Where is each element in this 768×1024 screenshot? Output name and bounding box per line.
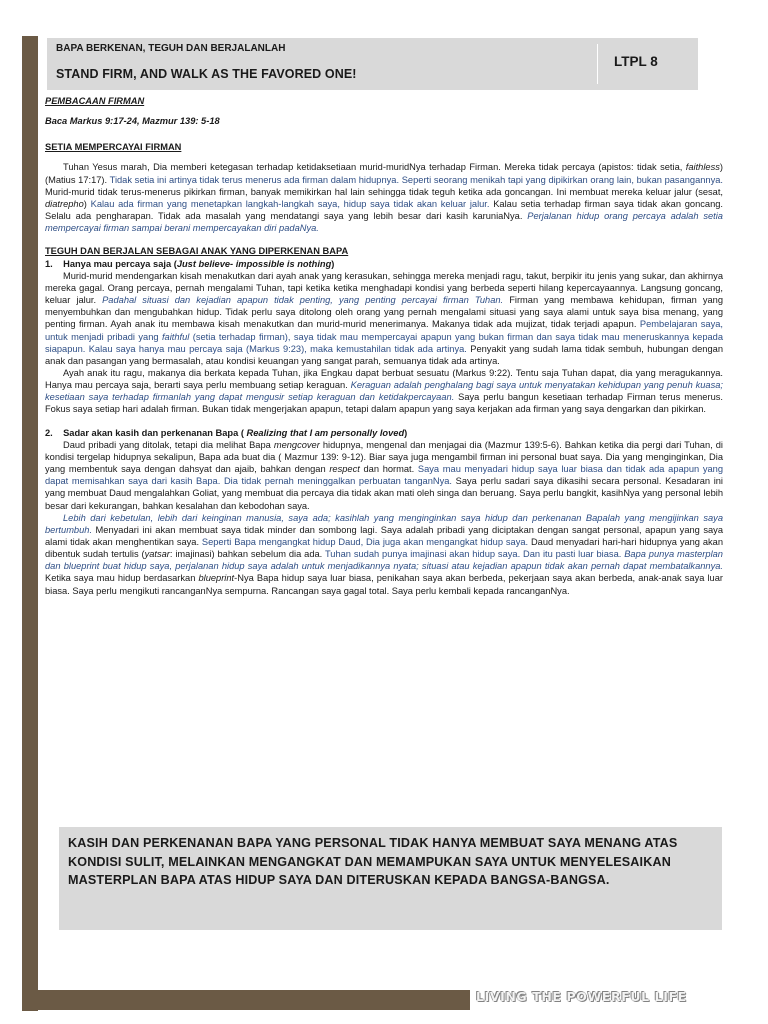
body-text: Menyadari ini akan membuat saya tidak minder dan sombong lagi. Saya adalah pribadi yang diciptakan dengan sangat personal, apapun yang saya alami tidak akan menghentikan saya. [45, 524, 723, 547]
point-2-paragraph-1 [45, 439, 723, 512]
point-2-title-end: ) [404, 427, 408, 438]
emphasis-text: Saya mau menyadari hidup saya luar biasa dan tidak ada apapun yang dapat memisahkan saya dari kasih Bapa. Dia tidak pernah meninggalkan perbuatan tanganNya. [45, 464, 724, 487]
body-text: Tuhan Yesus marah, Dia memberi ketegasan terhadap ketidaksetiaan murid-muridNya terhadap Firman. Mereka tidak percaya (apistos: tidak setia, [63, 162, 686, 173]
point-1-paragraph-2 [45, 367, 723, 416]
point-1-title-italic: Just believe- impossible is nothing [176, 258, 332, 269]
point-1-title: Hanya mau percaya saja ( [63, 258, 177, 269]
body-text: ) [83, 198, 91, 209]
point-1-paragraph-1 [45, 270, 723, 367]
bottom-accent-bar [22, 990, 470, 1010]
header-subtitle: BAPA BERKENAN, TEGUH DAN BERJALANLAH [56, 43, 286, 54]
footer-tagline: LIVING THE POWERFUL LIFE [476, 989, 687, 1004]
body-text: Ketika saya mau hidup berdasarkan [45, 573, 199, 584]
italic-term: faithless [685, 162, 720, 173]
emphasis-text-italic: Lebih dari kebetulan, lebih dari keinginan manusia, saya ada; kasihlah yang menginginkan saya hidup dan perkenanan Bapalah yang mengijinkan saya bertumbuh. [45, 512, 723, 535]
point-1-heading [45, 258, 723, 270]
emphasis-text-italic: Perjalanan hidup orang percaya adalah setia mempercayai firman sampai berani mempercayakan diri padaNya. [45, 211, 723, 234]
emphasis-text: Tidak setia ini artinya tidak terus menerus ada firman dalam hidupnya. Seperti seorang menikah tapi yang dipikirkan orang lain, bukan pasangannya. [109, 174, 723, 185]
header-title: STAND FIRM, AND WALK AS THE FAVORED ONE! [56, 67, 357, 81]
body-text: Ayah anak itu ragu, makanya dia berkata kepada Tuhan, jika Engkau dapat berbuat sesuatu (Markus 9:22). Tentu saja Tuhan dapat, dia yang meragukannya. Hanya mau percaya saja, berarti saya perlu membuang setiap keraguan. [45, 367, 723, 391]
body-text: Firman yang membawa kehidupan, firman yang menyembuhkan dan mengubahkan hidup. Tidak perlu saya ditolong oleh orang yang pernah mengalami situasi yang saya alami untuk saya bisa menang, yang penting firman. Ayah anak itu membawa kisah menakutkan dan murid-murid menerimanya. Makanya tidak ada mujizat, tidak terjadi apapun. [45, 295, 724, 330]
reading-heading: PEMBACAAN FIRMAN [45, 96, 145, 106]
emphasis-text: Seperti Bapa mengangkat hidup Daud, Dia juga akan mengangkat hidup saya. [201, 537, 529, 547]
body-text: Saya perlu sadari saya dikasihi secara personal. Kesadaran ini yang membuat Daud mengalahkan Goliat, yang membuat dia percaya dia tidak akan mati oleh singa dan beruang. Saya perlu bangkit, kasihNya yang personal lebih besar dari kekurangan, bahkan kesalahan dan kebodohan saya. [45, 476, 723, 511]
summary-callout-text: KASIH DAN PERKENANAN BAPA YANG PERSONAL TIDAK HANYA MEMBUAT SAYA MENANG ATAS KONDISI SULIT, MELAINKAN MENGANGKAT DAN MEMAMPUKAN SAYA UNTUK MENYELESAIKAN MASTERPLAN BAPA ATAS HIDUP SAYA DAN DITERUSKAN KEPADA BANGSA-BANGSA. [68, 836, 678, 887]
header-box [47, 38, 698, 90]
point-2-heading [45, 427, 723, 439]
body-text: Saya perlu bangun kesetiaan terhadap Firman terus menerus. Fokus saya setiap hari adalah firman. Bukan tidak mengerjakan apapun, tetapi dalam apapun yang saya kerjakan ada firman yang saya dengarkan dan pikirkan. [45, 392, 723, 415]
body-text: dan hormat. [359, 464, 418, 475]
point-2-number: 2. [45, 427, 53, 438]
point-2-title-italic: Realizing that I am personally loved [246, 427, 405, 438]
section-1-heading: SETIA MEMPERCAYAI FIRMAN [45, 142, 182, 153]
emphasis-text-italic: Bapa punya masterplan dan blueprint buat hidup saya, perjalanan hidup saya adalah untuk menjadikannya nyata; situasi atau kejadian apapun tidak akan pernah dapat membatalkannya. [45, 549, 723, 572]
emphasis-text: Kalau ada firman yang menetapkan langkah-langkah saya, hidup saya tidak akan keluar jalur. [90, 198, 490, 209]
body-text: Penyakit yang sudah lama tidak sembuh, hubungan dengan anak dan pasangan yang bermasalah, atau kondisi keuangan yang sangat parah, semuanya tidak ada artinya. [45, 343, 723, 366]
summary-callout-box [59, 827, 722, 930]
emphasis-text-italic: Keraguan adalah penghalang bagi saya untuk menyatakan kehidupan yang penuh kuasa; kesetiaan saya terhadap firmanlah yang dapat mengusir setiap keraguan dan ketidakpercayaan. [45, 380, 723, 403]
left-accent-bar [22, 36, 38, 1011]
main-content [45, 95, 723, 597]
body-text: Kalau setia terhadap firman saya tidak akan goncang. Selalu ada pengharapan. Tidak ada masalah yang mendatangi saya yang lebih besar dari kasih karuniaNya. [45, 198, 723, 222]
section-2-heading: TEGUH DAN BERJALAN SEBAGAI ANAK YANG DIPERKENAN BAPA [45, 246, 349, 257]
point-2-paragraph-2 [45, 512, 723, 597]
header-divider [597, 44, 598, 84]
body-text: ) (Matius 17:17). [45, 162, 723, 185]
emphasis-text: (setia terhadap firman), saya tidak mau mempercayai apapun yang bukan firman dan saya tidak mau meneruskannya kepada siapapun. Kalau saya hanya mau percaya saja (Markus 9:23), maka kemustahilan tidak ada artinya. [45, 331, 724, 354]
lesson-code: LTPL 8 [614, 54, 658, 69]
body-text: hidupnya, mengenal dan menjagai dia (Mazmur 139:5-6). Bahkan ketika dia pergi dari Tuhan, di kondisi tergelap hidupnya sekalipun, Bapa ada buat dia ( Mazmur 139: 9-12). Biar saya juga mengambil firman ini personal buat saya. Dia yang menginginkan, Dia yang membentuk saya dengan dahsyat dan ajaib, bahkan dengan [45, 439, 723, 475]
body-text: Daud pribadi yang ditolak, tetapi dia melihat Bapa [63, 439, 274, 450]
body-text: Murid-murid tidak terus-menerus pikirkan firman, banyak memikirkan hal lain sehingga tidak teguh ketika ada goncangan. Ini membuat mereka keluar jalur (sesat, [45, 186, 723, 197]
emphasis-text: Tuhan sudah punya imajinasi akan hidup saya. Dan itu pasti luar biasa. [324, 549, 622, 560]
body-text: Murid-murid mendengarkan kisah menakutkan dari ayah anak yang kerasukan, sehingga mereka menjadi ragu, takut, berpikir itu jenis yang sukar, dan akhirnya mereka gagal. Orang percaya, pernah mengalami Tuhan, tapi ketika ketika menghadapi kondisi yang berbeda seperti hilang kepercayaannya. Langsung goncang, keluar jalur. [45, 270, 723, 306]
body-text: : imajinasi) bahkan sebelum dia ada. [169, 549, 325, 560]
point-1-number: 1. [45, 258, 53, 269]
italic-term: yatsar [144, 549, 170, 560]
reading-reference: Baca Markus 9:17-24, Mazmur 139: 5-18 [45, 116, 220, 127]
italic-term: respect [329, 464, 360, 475]
point-1-title-end: ) [331, 258, 335, 269]
section-1-paragraph [45, 161, 723, 234]
emphasis-text-italic: faithful [161, 331, 190, 342]
italic-term: mengcover [273, 439, 320, 450]
point-2-title: Sadar akan kasih dan perkenanan Bapa ( [63, 427, 247, 438]
italic-term: diatrepho [45, 198, 84, 209]
emphasis-text-italic: Padahal situasi dan kejadian apapun tidak penting, yang penting percayai firman Tuhan. [102, 295, 504, 306]
italic-term: blueprint [198, 573, 235, 584]
body-text: Daud menyadari hari-hari hidupnya yang akan dibentuk sudah tertulis ( [45, 537, 723, 560]
emphasis-text: Pembelajaran saya, untuk menjadi pribadi yang [45, 319, 723, 342]
body-text: -Nya Bapa hidup saya luar biasa, penikahan saya akan berbeda, pekerjaan saya akan berbeda, anak-anak saya luar biasa. Saya perlu mengikuti rancanganNya sempurna. Rancangan saya gagal total. Saya perlu kembali kepada rancanganNya. [45, 573, 723, 596]
